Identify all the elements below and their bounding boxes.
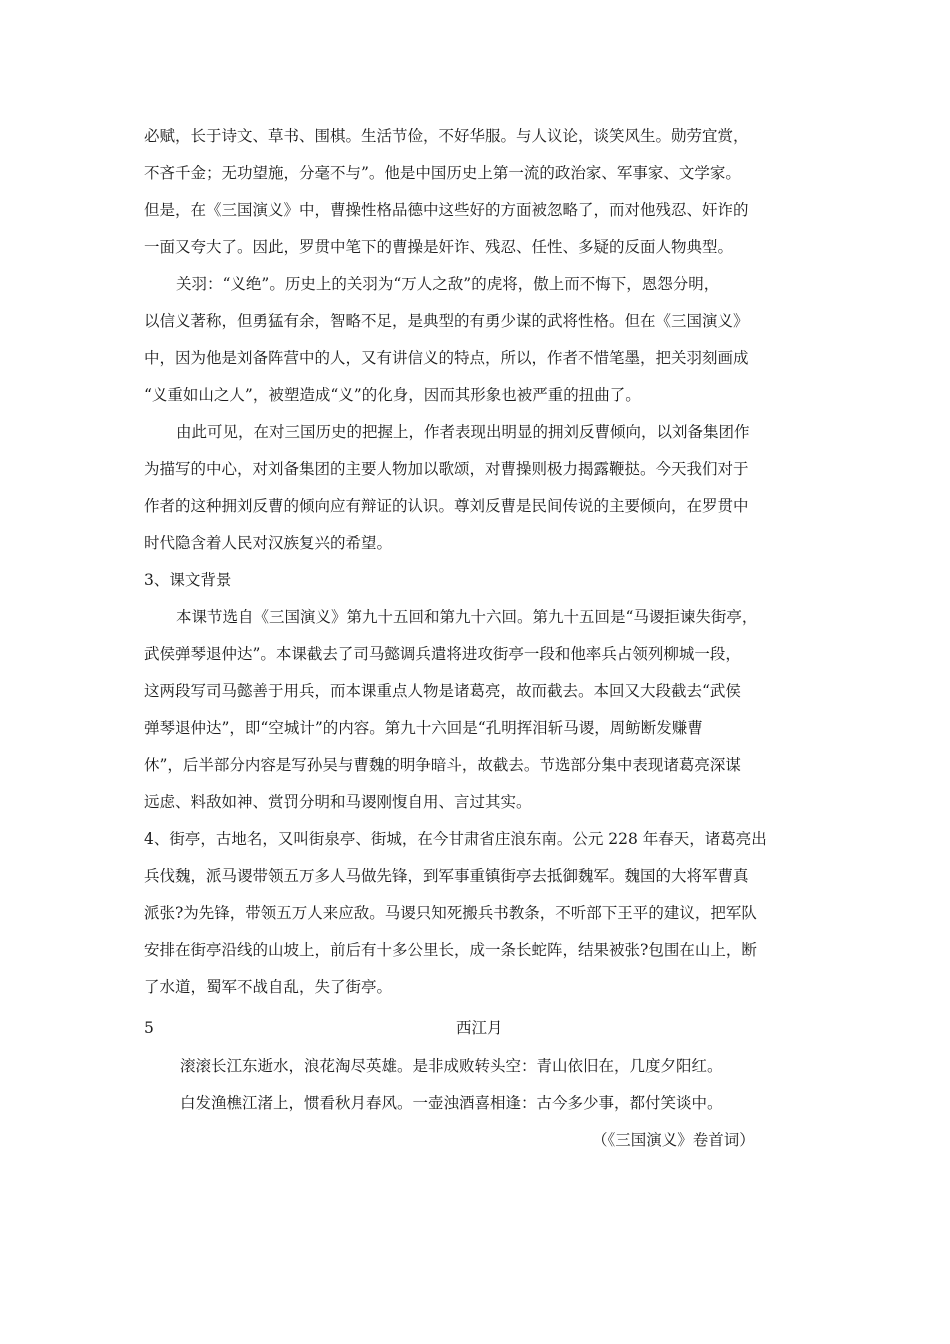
text-line: 4、街亭，古地名，又叫街泉亭、街城，在今甘肃省庄浪东南。公元 228 年春天，诸葛亮出: [144, 830, 767, 848]
text-line: 时代隐含着人民对汉族复兴的希望。: [144, 534, 393, 552]
paragraph-cao-cao: [144, 118, 808, 266]
text-line: 休”，后半部分内容是写孙吴与曹魏的明争暗斗，故截去。节选部分集中表现诸葛亮深谋: [144, 756, 741, 774]
paragraph-guan-yu: [144, 266, 808, 414]
text-line: 中，因为他是刘备阵营中的人，又有讲信义的特点，所以，作者不惜笔墨，把关羽刻画成: [144, 349, 749, 367]
text-line: 但是，在《三国演义》中，曹操性格品德中这些好的方面被忽略了，而对他残忍、奸诈的: [144, 201, 749, 219]
text-line: 这两段写司马懿善于用兵，而本课重点人物是诸葛亮，故而截去。本回又大段截去“武侯: [144, 682, 741, 700]
text-line: 武侯弹琴退仲达”。本课截去了司马懿调兵遣将进攻街亭一段和他率兵占领列柳城一段，: [144, 645, 741, 663]
text-line: 了水道，蜀军不战自乱，失了街亭。: [144, 978, 393, 996]
poem-title: 西江月: [456, 1019, 503, 1037]
text-line: 远虑、料敌如神、赏罚分明和马谡刚愎自用、言过其实。: [144, 793, 532, 811]
poem-line: 滚滚长江东逝水，浪花淘尽英雄。是非成败转头空：青山依旧在，几度夕阳红。: [180, 1057, 723, 1075]
section-heading-background: [144, 562, 808, 599]
text-line: “义重如山之人”，被塑造成“义”的化身，因而其形象也被严重的扭曲了。: [144, 386, 641, 404]
text-line: 以信义著称，但勇猛有余，智略不足，是典型的有勇少谋的武将性格。但在《三国演义》: [144, 312, 749, 330]
text-line: 安排在街亭沿线的山坡上，前后有十多公里长，成一条长蛇阵，结果被张?包围在山上，断: [144, 941, 757, 959]
section-heading: 3、课文背景: [144, 571, 232, 589]
paragraph-background: [144, 599, 808, 821]
poem-line: 白发渔樵江渚上，惯看秋月春风。一壶浊酒喜相逢：古今多少事，都付笑谈中。: [180, 1094, 723, 1112]
text-line: 本课节选自《三国演义》第九十五回和第九十六回。第九十五回是“马谡拒谏失街亭，: [176, 608, 758, 626]
text-line: 关羽：“义绝”。历史上的关羽为“万人之敌”的虎将，傲上而不悔下，恩怨分明，: [176, 275, 720, 293]
text-line: 必赋，长于诗文、草书、围棋。生活节俭，不好华服。与人议论，谈笑风生。勋劳宜赏，: [144, 127, 749, 145]
poem-source: （《三国演义》卷首词）: [592, 1131, 755, 1149]
text-line: 作者的这种拥刘反曹的倾向应有辩证的认识。尊刘反曹是民间传说的主要倾向，在罗贯中: [144, 497, 749, 515]
document-body: [144, 118, 808, 1159]
poem-xijiangyue: [144, 1008, 808, 1159]
paragraph-jieting: [144, 821, 808, 1006]
text-line: 弹琴退仲达”，即“空城计”的内容。第九十六回是“孔明挥泪斩马谡，周鲂断发赚曹: [144, 719, 703, 737]
text-line: 派张?为先锋，带领五万人来应敌。马谡只知死搬兵书教条，不听部下王平的建议，把军队: [144, 904, 757, 922]
text-line: 为描写的中心，对刘备集团的主要人物加以歌颂，对曹操则极力揭露鞭挞。今天我们对于: [144, 460, 749, 478]
text-line: 不吝千金；无功望施，分毫不与”。他是中国历史上第一流的政治家、军事家、文学家。: [144, 164, 741, 182]
text-line: 一面又夸大了。因此，罗贯中笔下的曹操是奸诈、残忍、任性、多疑的反面人物典型。: [144, 238, 734, 256]
text-line: 由此可见，在对三国历史的把握上，作者表现出明显的拥刘反曹倾向，以刘备集团作: [176, 423, 750, 441]
text-line: 兵伐魏，派马谡带领五万多人马做先锋，到军事重镇街亭去抵御魏军。魏国的大将军曹真: [144, 867, 749, 885]
poem-number: 5: [144, 1019, 154, 1037]
paragraph-conclusion: [144, 414, 808, 562]
poem-header: [144, 1008, 808, 1048]
